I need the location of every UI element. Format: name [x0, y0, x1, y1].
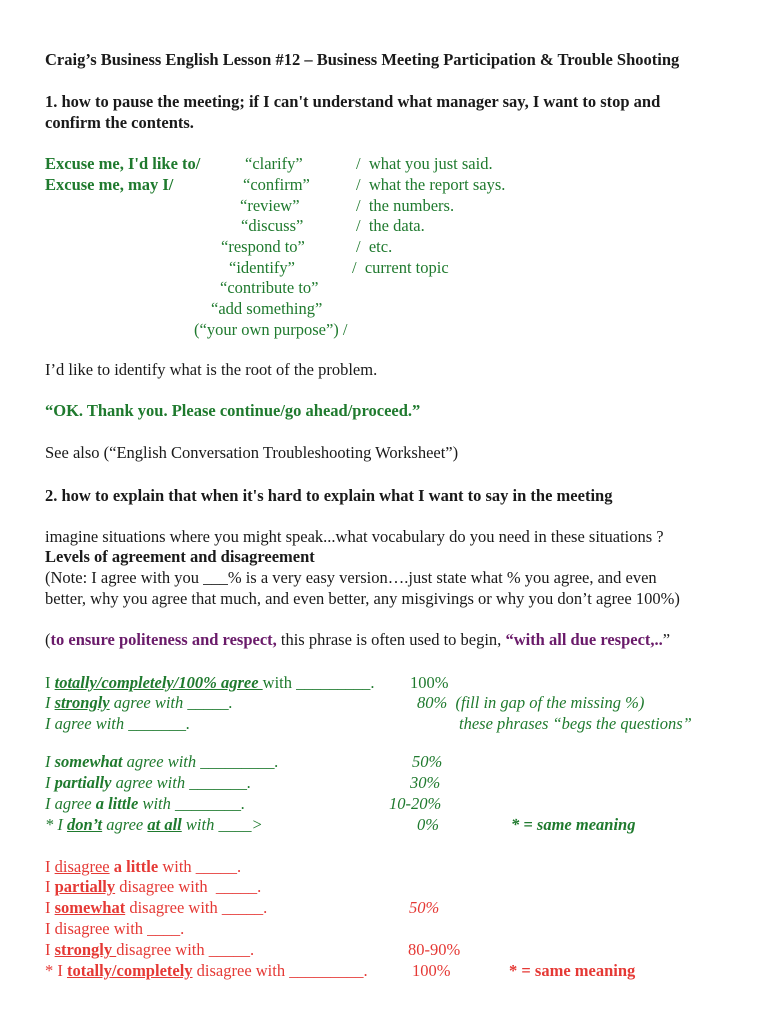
disagree-row-little: I disagree a little with _____.: [45, 857, 242, 876]
disagree-percent: 80-90%: [408, 940, 461, 959]
agree-row-blank: I agree with _______.: [45, 714, 191, 733]
agree-percent: 30%: [410, 773, 441, 792]
agree-row-100: I totally/completely/100% agree with _________.: [45, 673, 375, 692]
disagree-row-strongly: I strongly disagree with _____.: [45, 940, 255, 959]
agree-percent: 80% (fill in gap of the missing %): [417, 693, 645, 712]
agree-percent: 10-20%: [389, 794, 442, 813]
agree-percent: 50%: [412, 752, 443, 771]
agree-percent: 100%: [410, 673, 449, 692]
same-meaning-note: * = same meaning: [511, 815, 636, 834]
agree-percent: 0%: [417, 815, 439, 834]
object-option: / what you just said.: [356, 154, 493, 173]
section2-subheading: Levels of agreement and disagreement: [45, 547, 315, 566]
document-title: Craig’s Business English Lesson #12 – Business Meeting Participation & Trouble Shooting: [45, 50, 680, 69]
note-line-2: better, why you agree that much, and even better, any misgivings or why you don’t agree 100%): [45, 589, 680, 608]
disagree-percent: 100%: [412, 961, 451, 980]
verb-option: “confirm”: [243, 175, 310, 194]
see-also-reference: See also (“English Conversation Troubleshooting Worksheet”): [45, 443, 459, 462]
object-option: / the data.: [356, 216, 425, 235]
agree-row-80: I strongly agree with _____.: [45, 693, 233, 712]
verb-option: “add something”: [211, 299, 323, 318]
verb-option: “discuss”: [241, 216, 304, 235]
agree-row-0: * I don’t agree at all with ____>: [45, 815, 263, 834]
disagree-row-blank: I disagree with ____.: [45, 919, 185, 938]
same-meaning-note: * = same meaning: [509, 961, 636, 980]
object-option: / etc.: [356, 237, 393, 256]
section1-heading-line2: confirm the contents.: [45, 113, 194, 132]
verb-option: “review”: [240, 196, 300, 215]
verb-option: “clarify”: [245, 154, 303, 173]
disagree-row-totally: * I totally/completely disagree with _________.: [45, 961, 368, 980]
agree-note: these phrases “begs the questions”: [459, 714, 692, 733]
object-option: / current topic: [352, 258, 449, 277]
section2-intro: imagine situations where you might speak...what vocabulary do you need in these situations ?: [45, 527, 664, 546]
phrase-starter-1: Excuse me, I'd like to/: [45, 154, 201, 173]
agree-row-50: I somewhat agree with _________.: [45, 752, 279, 771]
phrase-starter-2: Excuse me, may I/: [45, 175, 174, 194]
response-phrase: “OK. Thank you. Please continue/go ahead/proceed.”: [45, 401, 421, 420]
disagree-row-partially: I partially disagree with _____.: [45, 877, 262, 896]
object-option: / what the report says.: [356, 175, 506, 194]
politeness-phrase: “with all due respect,..: [505, 630, 663, 649]
example-sentence: I’d like to identify what is the root of the problem.: [45, 360, 378, 379]
section1-heading-line1: 1. how to pause the meeting; if I can't understand what manager say, I want to stop and: [45, 92, 661, 111]
verb-option: (“your own purpose”) /: [194, 320, 348, 339]
section2-heading: 2. how to explain that when it's hard to explain what I want to say in the meeting: [45, 486, 613, 505]
object-option: / the numbers.: [356, 196, 455, 215]
verb-option: “identify”: [229, 258, 295, 277]
agree-row-10-20: I agree a little with ________.: [45, 794, 246, 813]
verb-option: “respond to”: [221, 237, 305, 256]
agree-row-30: I partially agree with _______.: [45, 773, 252, 792]
disagree-percent: 50%: [409, 898, 440, 917]
verb-option: “contribute to”: [220, 278, 319, 297]
politeness-label: to ensure politeness and respect,: [50, 630, 277, 649]
politeness-note: (to ensure politeness and respect, this phrase is often used to begin, “with all due respect,..”: [45, 630, 671, 649]
disagree-row-somewhat: I somewhat disagree with _____.: [45, 898, 268, 917]
note-line-1: (Note: I agree with you ___% is a very easy version….just state what % you agree, and even: [45, 568, 657, 587]
